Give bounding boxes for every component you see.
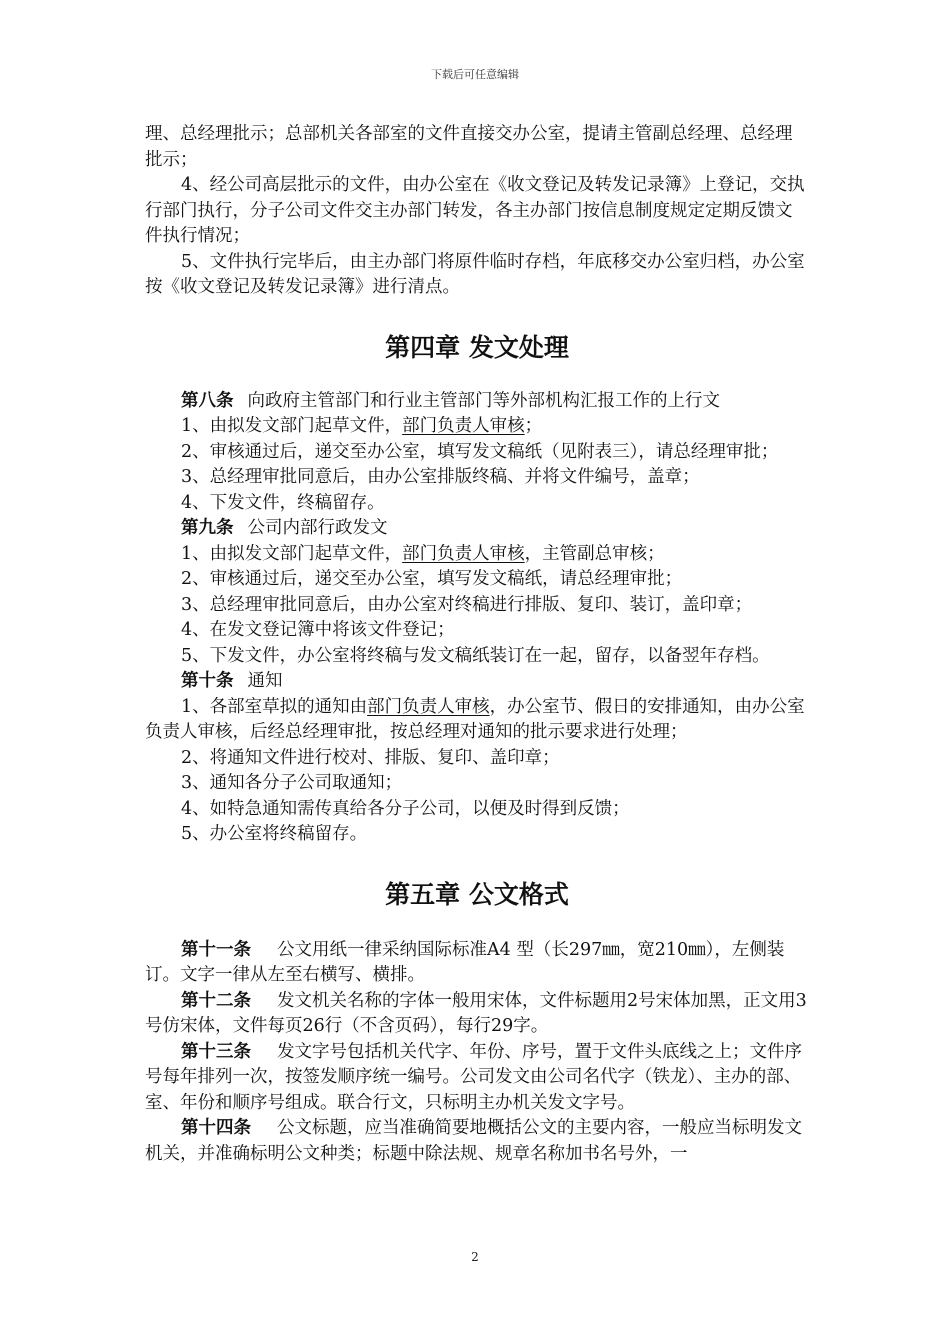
article-paragraph	[145, 1116, 809, 1167]
page-header: 下载后可任意编辑	[431, 68, 519, 81]
list-item: 3、总经理审批同意后，由办公室排版终稿、并将文件编号，盖章；	[181, 467, 700, 487]
article-label: 第九条	[181, 518, 234, 538]
item-text: 1、由拟发文部门起草文件，	[181, 543, 403, 564]
list-item	[145, 695, 809, 746]
list-item: 2、审核通过后，递交至办公室，填写发文稿纸（见附表三），请总经理审批；	[181, 441, 779, 462]
article-text: 发文机关名称的字体一般用宋体，文件标题用2号宋体加黑，正文用3号仿宋体，文件每页26行（不含页码），每行29字。	[145, 990, 807, 1036]
item-text: ；	[524, 416, 543, 436]
article-text: 公文标题，应当准确简要地概括公文的主要内容，一般应当标明发文机关，并准确标明公文种类；标题中除法规、规章名称加书名号外，一	[145, 1118, 802, 1164]
article-text: 向政府主管部门和行业主管部门等外部机构汇报工作的上行文	[247, 390, 720, 411]
article-paragraph	[145, 989, 809, 1040]
paragraph: 5、文件执行完毕后，由主办部门将原件临时存档，年底移交办公室归档，办公室按《收文登记及转发记录簿》进行清点。	[145, 251, 805, 297]
article-heading	[145, 516, 809, 542]
article-label: 第十二条	[181, 990, 251, 1011]
list-item: 4、下发文件，终稿留存。	[181, 492, 385, 513]
item-text: 1、各部室草拟的通知由	[181, 696, 368, 717]
paragraph: 理、总经理批示；总部机关各部室的文件直接交办公室，提请主管副总经理、总经理批示；	[145, 124, 793, 170]
article-heading	[145, 389, 809, 415]
underlined-text: 部门负责人审核	[402, 416, 525, 436]
article-label: 第十四条	[181, 1118, 251, 1138]
article-text: 通知	[247, 671, 283, 691]
article-label: 第十条	[181, 671, 234, 691]
article-heading	[145, 669, 809, 695]
list-item: 3、总经理审批同意后，由办公室对终稿进行排版、复印、装订，盖印章；	[181, 594, 753, 615]
article-paragraph	[145, 938, 809, 989]
item-text: ，办公室节、假日的安排通知，由办公室负责人审核，后经总经理审批，按总经理对通知的批示要求进行处理；	[145, 696, 805, 742]
list-item: 4、在发文登记簿中将该文件登记；	[181, 620, 455, 640]
list-item: 2、将通知文件进行校对、排版、复印、盖印章；	[181, 747, 560, 768]
list-item	[145, 542, 809, 568]
article-label: 第十三条	[181, 1041, 251, 1062]
list-item	[145, 414, 809, 440]
article-label: 第十一条	[181, 939, 251, 960]
paragraph: 4、经公司高层批示的文件，由办公室在《收文登记及转发记录簿》上登记，交执行部门执行，分子公司文件交主办部门转发，各主办部门按信息制度规定定期反馈文件执行情况；	[145, 175, 805, 246]
article-text: 公文用纸一律采纳国际标准A4 型（长297㎜，宽210㎜），左侧装订。文字一律从左至右横写、横排。	[145, 939, 785, 985]
list-item: 5、办公室将终稿留存。	[181, 824, 368, 844]
article-label: 第八条	[181, 390, 234, 411]
list-item: 2、审核通过后，递交至办公室，填写发文稿纸，请总经理审批；	[181, 569, 683, 589]
item-text: 1、由拟发文部门起草文件，	[181, 416, 403, 436]
list-item: 3、通知各分子公司取通知；	[181, 773, 403, 793]
item-text: ，主管副总审核；	[524, 543, 665, 564]
article-paragraph	[145, 1040, 809, 1117]
chapter-title: 第四章 发文处理	[385, 332, 569, 362]
underlined-text: 部门负责人审核	[402, 543, 525, 564]
chapter-title: 第五章 公文格式	[385, 879, 569, 909]
list-item: 5、下发文件，办公室将终稿与发文稿纸装订在一起，留存，以备翌年存档。	[181, 645, 770, 666]
underlined-text: 部门负责人审核	[367, 696, 490, 717]
document-body	[145, 122, 809, 1167]
article-text: 发文字号包括机关代字、年份、序号，置于文件头底线之上；文件序号每年排列一次，按签发顺序统一编号。公司发文由公司名代字（铁龙）、主办的部、室、年份和顺序号组成。联合行文，只标明主办机关发文字号。	[145, 1041, 802, 1113]
list-item: 4、如特急通知需传真给各分子公司，以便及时得到反馈；	[181, 798, 630, 819]
page-number: 2	[471, 1250, 479, 1264]
article-text: 公司内部行政发文	[247, 518, 388, 538]
